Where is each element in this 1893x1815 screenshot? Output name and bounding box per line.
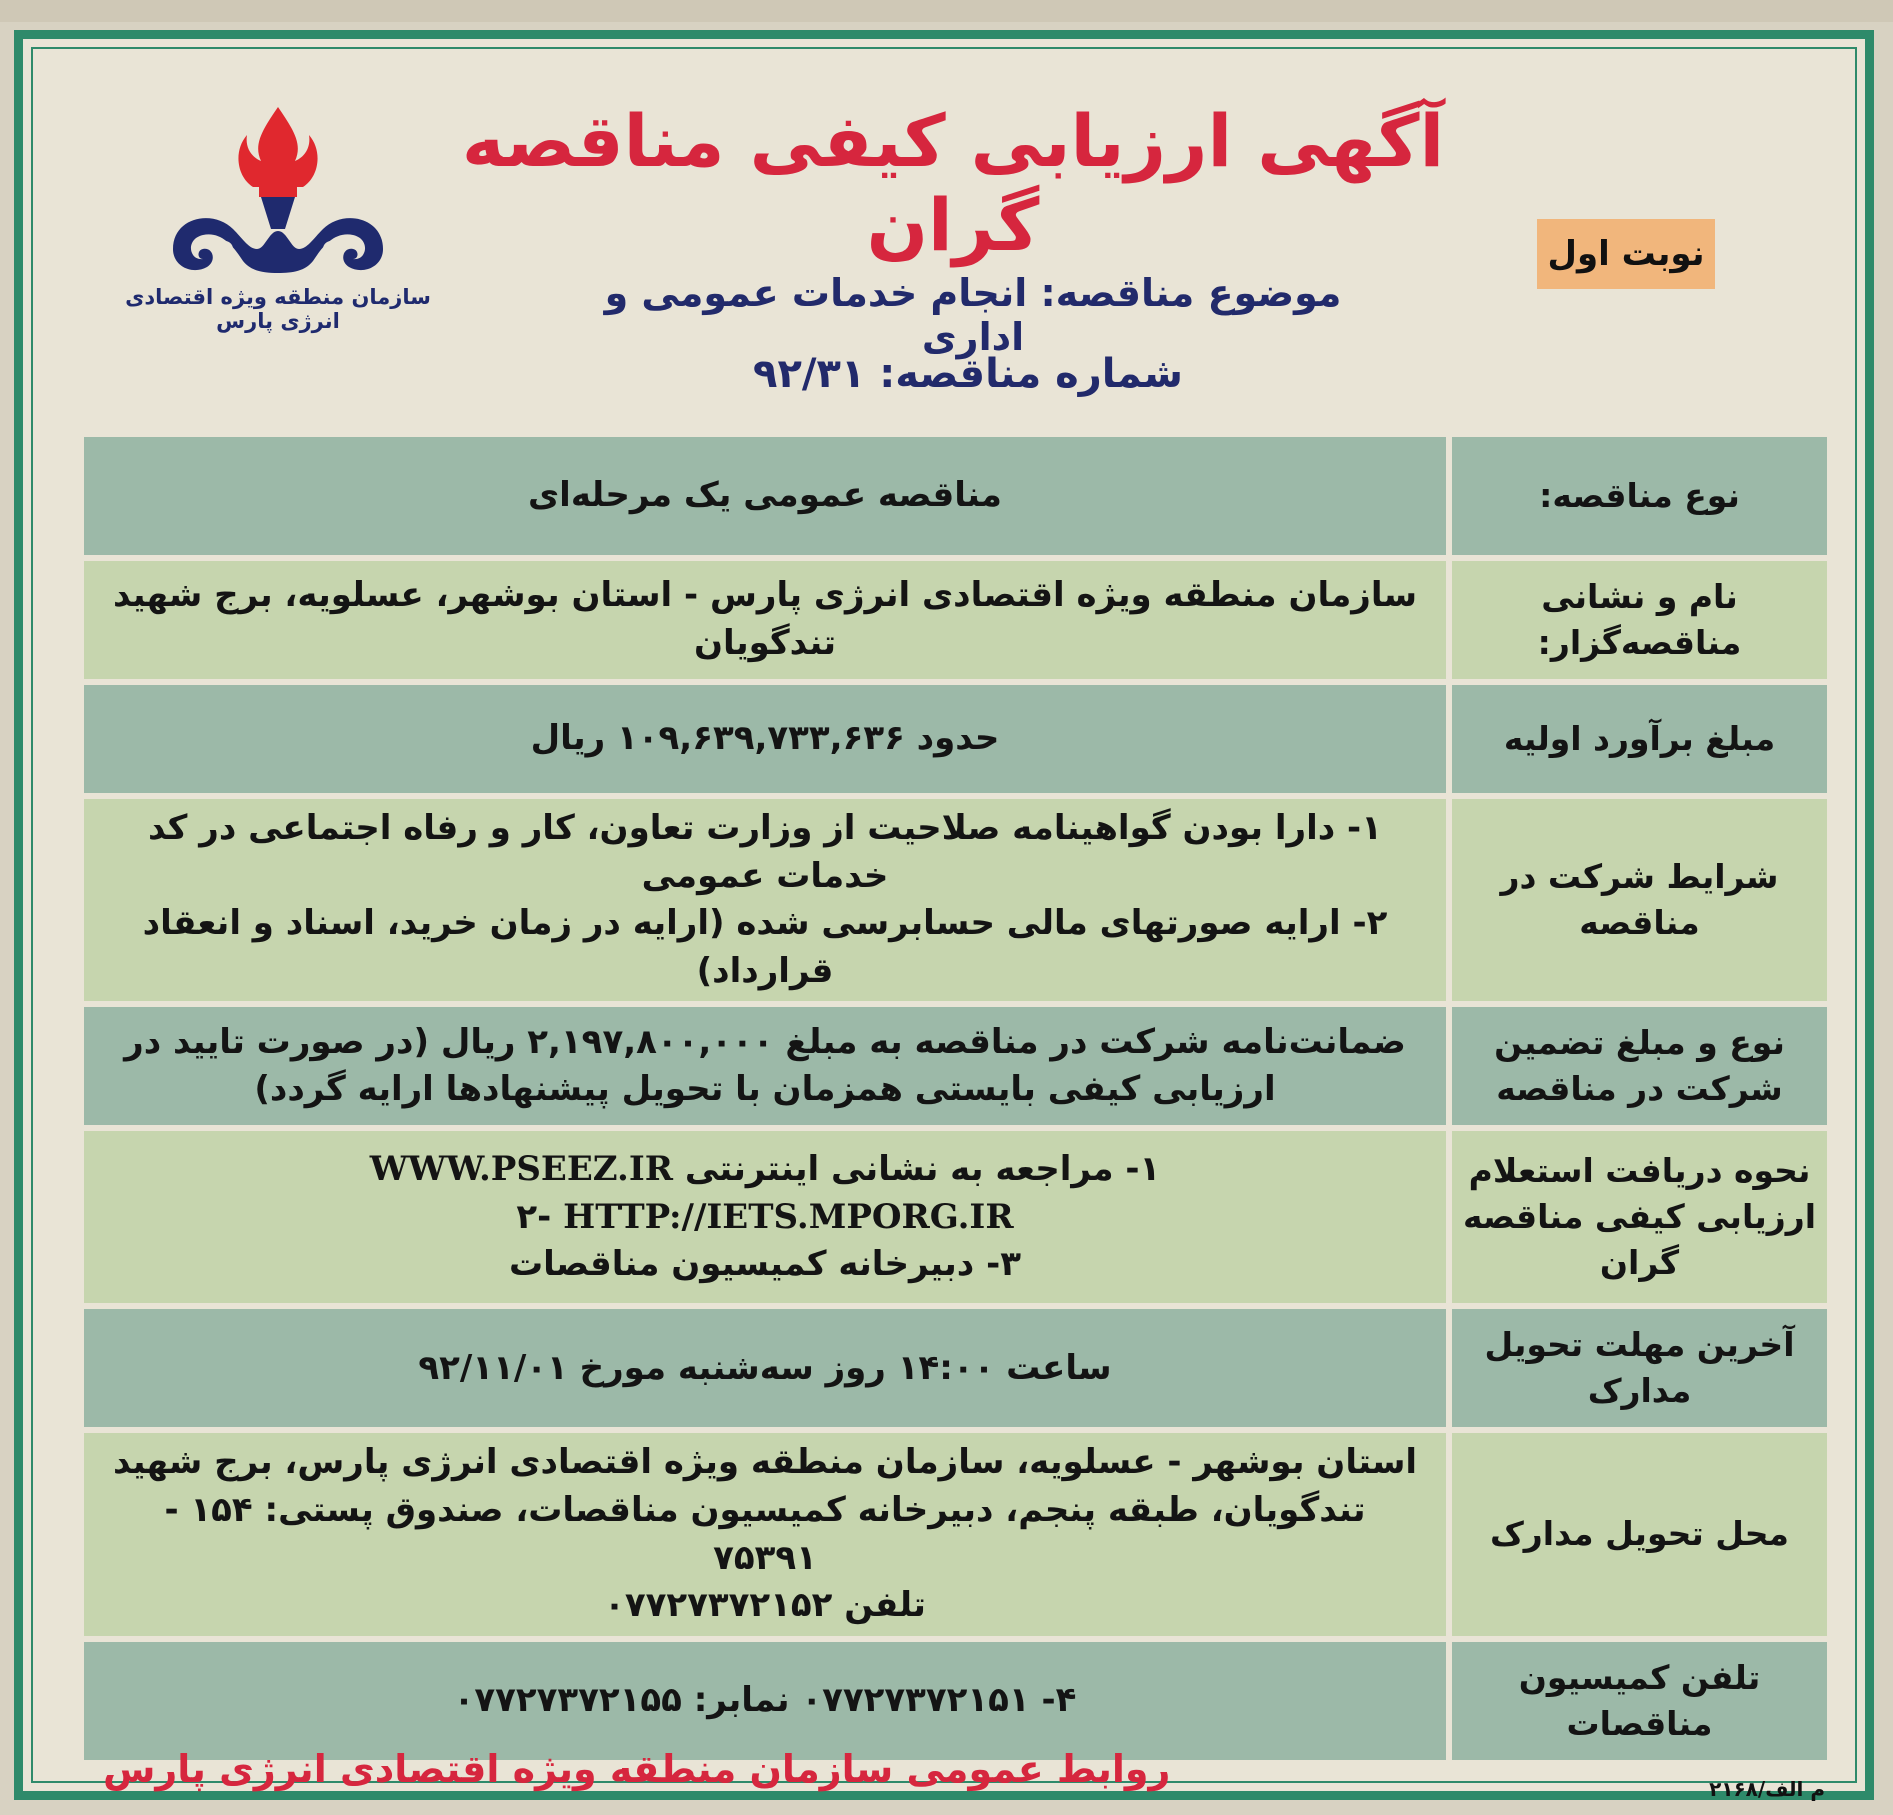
row-label: شرایط شرکت در مناقصه bbox=[1452, 799, 1827, 1001]
row-value bbox=[84, 1131, 1446, 1303]
method-line-2-text: -۲ bbox=[516, 1196, 552, 1237]
tender-subject: موضوع مناقصه: انجام خدمات عمومی و اداری bbox=[604, 271, 1342, 359]
row-label: محل تحویل مدارک bbox=[1452, 1433, 1827, 1635]
delivery-phone: تلفن ۰۷۷۲۷۳۷۲۱۵۲ bbox=[604, 1585, 926, 1626]
row-label: مبلغ برآورد اولیه bbox=[1452, 685, 1827, 793]
torch-flame-logo-icon bbox=[153, 99, 403, 279]
row-value: حدود ۱۰۹,۶۳۹,۷۳۳,۶۳۶ ریال bbox=[84, 685, 1446, 793]
condition-line-1: ۱- دارا بودن گواهینامه صلاحیت از وزارت تعاون، کار و رفاه اجتماعی در کد خدمات عمومی bbox=[148, 808, 1382, 896]
row-value: سازمان منطقه ویژه اقتصادی انرژی پارس - استان بوشهر، عسلویه، برج شهید تندگویان bbox=[84, 561, 1446, 679]
tender-number: شماره مناقصه: ۹۲/۳۱ bbox=[753, 351, 1183, 397]
row-label: نام و نشانی مناقصه‌گزار: bbox=[1452, 561, 1827, 679]
organization-logo bbox=[113, 99, 443, 359]
table-row bbox=[84, 1007, 1827, 1125]
row-value bbox=[84, 1433, 1446, 1635]
table-row bbox=[84, 1433, 1827, 1635]
public-relations-footer: روابط عمومی سازمان منطقه ویژه اقتصادی انرژی پارس bbox=[103, 1747, 1171, 1791]
tender-notice bbox=[14, 30, 1874, 1800]
row-value: ۴- ۰۷۷۲۷۳۷۲۱۵۱ نمابر: ۰۷۷۲۷۳۷۲۱۵۵ bbox=[84, 1642, 1446, 1760]
table-row bbox=[84, 561, 1827, 679]
row-value: ساعت ۱۴:۰۰ روز سه‌شنبه مورخ ۹۲/۱۱/۰۱ bbox=[84, 1309, 1446, 1427]
condition-line-2: ۲- ارایه صورتهای مالی حسابرسی شده (ارایه در زمان خرید، اسناد و انعقاد قرارداد) bbox=[142, 903, 1388, 991]
table-row bbox=[84, 1642, 1827, 1760]
notice-code: م الف/۲۱۶۸ bbox=[1709, 1777, 1825, 1801]
logo-caption: سازمان منطقه ویژه اقتصادی انرژی پارس bbox=[125, 285, 431, 333]
table-row bbox=[84, 799, 1827, 1001]
row-value bbox=[84, 799, 1446, 1001]
iets-link[interactable]: HTTP://IETS.MPORG.IR bbox=[563, 1196, 1014, 1237]
tender-details-table bbox=[78, 431, 1833, 1766]
notice-title: آگهی ارزیابی کیفی مناقصه گران bbox=[461, 99, 1445, 267]
row-value: ضمانت‌نامه شرکت در مناقصه به مبلغ ۲,۱۹۷,۸۰۰,۰۰۰ ریال (در صورت تایید در ارزیابی کیفی بایستی همزمان با تحویل پیشنهادها ارایه گردد) bbox=[84, 1007, 1446, 1125]
table-row bbox=[84, 1309, 1827, 1427]
row-label: آخرین مهلت تحویل مدارک bbox=[1452, 1309, 1827, 1427]
table-row bbox=[84, 437, 1827, 555]
method-line-1 bbox=[108, 1146, 1422, 1194]
row-label: تلفن کمیسیون مناقصات bbox=[1452, 1642, 1827, 1760]
method-line-2 bbox=[108, 1194, 1422, 1242]
delivery-address: استان بوشهر - عسلویه، سازمان منطقه ویژه اقتصادی انرژی پارس، برج شهید تندگویان، طبقه پنجم، دبیرخانه کمیسیون مناقصات، صندوق پستی: ۱۵۴ - ۷۵۳۹۱ bbox=[112, 1442, 1418, 1578]
paper-top-strip bbox=[0, 0, 1893, 22]
table-row bbox=[84, 685, 1827, 793]
row-label: نوع و مبلغ تضمین شرکت در مناقصه bbox=[1452, 1007, 1827, 1125]
method-line-3: ۳- دبیرخانه کمیسیون مناقصات bbox=[509, 1244, 1021, 1285]
method-line-1-text: ۱- مراجعه به نشانی اینترنتی bbox=[684, 1148, 1161, 1189]
row-label: نحوه دریافت استعلام ارزیابی کیفی مناقصه گران bbox=[1452, 1131, 1827, 1303]
first-run-badge: نوبت اول bbox=[1537, 219, 1715, 289]
pseez-link[interactable]: WWW.PSEEZ.IR bbox=[369, 1148, 673, 1189]
table-row bbox=[84, 1131, 1827, 1303]
row-value: مناقصه عمومی یک مرحله‌ای bbox=[84, 437, 1446, 555]
row-label: نوع مناقصه: bbox=[1452, 437, 1827, 555]
